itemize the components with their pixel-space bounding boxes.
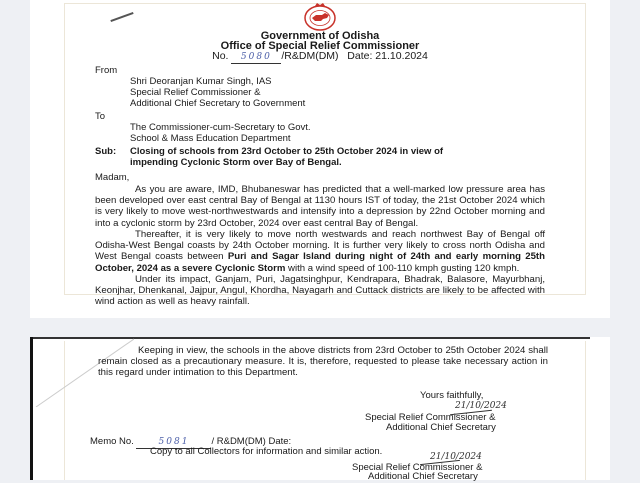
signature-1: 21/10/2024 xyxy=(455,401,507,411)
paragraph-text: Thereafter, it is very likely to move north westwards and reach northwest Bay of Bengal off Odisha-West Bengal coasts by 24th October morning. It is further very likely to cross north Odisha and West Bengal coasts between xyxy=(95,229,545,263)
from-line: Special Relief Commissioner & xyxy=(130,87,261,98)
salutation: Madam, xyxy=(95,172,130,183)
to-line: The Commissioner-cum-Secretary to Govt. xyxy=(130,122,311,133)
subject-line: Closing of schools from 23rd October to 25th October 2024 in view of xyxy=(130,146,444,157)
body-paragraph-3 xyxy=(95,274,545,308)
to-line: School & Mass Education Department xyxy=(130,133,291,144)
signatory-line: Special Relief Commissioner & xyxy=(352,462,483,473)
header-office: Office of Special Relief Commissioner xyxy=(220,40,420,52)
to-label: To xyxy=(95,111,106,122)
letter-date: Date: 21.10.2024 xyxy=(347,50,428,62)
paragraph-text: Under its impact, Ganjam, Puri, Jagatsinghpur, Kendrapara, Bhadrak, Balasore, Mayurbhanj, Keonjhar, Dhenkanal, Jajpur, Angul, Khordha, Nayagarh and Cuttack districts are likely to be affected with wind action as well as heavy rainfall. xyxy=(95,274,545,308)
closing: Yours faithfully, xyxy=(420,390,484,401)
from-line: Shri Deoranjan Kumar Singh, IAS xyxy=(130,76,272,87)
letter-number-line xyxy=(0,51,640,64)
memo-suffix: / R&DM(DM) Date: xyxy=(211,436,292,447)
signatory-line: Special Relief Commissioner & xyxy=(365,412,496,423)
signatory-line: Additional Chief Secretary xyxy=(386,422,496,433)
body-paragraph-2 xyxy=(95,229,545,274)
memo-number: 5081 xyxy=(158,437,190,447)
paragraph-text: Keeping in view, the schools in the above districts from 23rd October to 25th October 2024 shall remain closed as a precautionary measure. It is, therefore, requested to please take necessary action in this regard under intimation to this Department. xyxy=(98,345,548,378)
body-paragraph-1 xyxy=(95,184,545,229)
memo-label: Memo No. xyxy=(90,436,134,447)
signatory-line: Additional Chief Secretary xyxy=(368,471,478,482)
no-label: No. xyxy=(212,50,229,62)
copy-to: Copy to all Collectors for information and similar action. xyxy=(150,446,383,457)
page-edge xyxy=(30,337,33,480)
paragraph-bold-text: Puri and Sagar Island during night of 24th and early morning 25th October, 2024 as a severe Cyclonic Storm xyxy=(95,251,545,274)
letter-number: 5080 xyxy=(240,52,272,62)
subject-label: Sub: xyxy=(95,146,117,157)
odisha-emblem-icon xyxy=(300,2,340,32)
from-line: Additional Chief Secretary to Government xyxy=(130,98,306,109)
header-government: Government of Odisha xyxy=(260,30,380,42)
signature-2: 21/10/2024 xyxy=(430,452,482,462)
subject-line: impending Cyclonic Storm over Bay of Bengal. xyxy=(130,157,342,168)
letter-number-suffix: /R&DM(DM) xyxy=(281,50,339,62)
from-label: From xyxy=(95,65,118,76)
body-paragraph-4 xyxy=(98,345,548,378)
paragraph-text: with a wind speed of 100-110 kmph gusting 120 kmph. xyxy=(285,262,520,274)
paragraph-text: As you are aware, IMD, Bhubaneswar has predicted that a well-marked low pressure area has been developed over east central Bay of Bengal at 1130 hours IST of today, the 21st October 2024 which is very likely to move west-northwestwards and intensify into a depression by 22nd October morning and into a cyclonic storm by 23rd October, 2024 over east central Bay of Bengal. xyxy=(95,184,545,229)
